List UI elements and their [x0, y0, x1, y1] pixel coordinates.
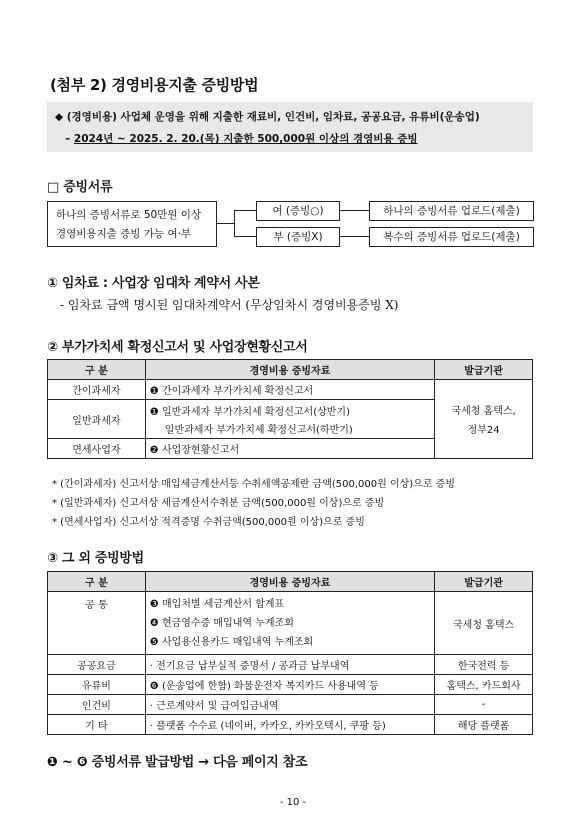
row-type: 기 타: [48, 715, 146, 735]
row-type: 일반과세자: [48, 400, 146, 439]
connector-line: [234, 210, 235, 236]
row-doc: ❸ 매입처별 세금계산서 합계표 ❹ 현금영수증 매입내역 누계조회 ❺ 사업용신용카드 매입내역 누계조회: [145, 592, 434, 655]
row-type: 공 통: [48, 592, 146, 655]
summary-box: [47, 102, 533, 152]
table-header-row: [48, 360, 533, 380]
connector-line: [234, 236, 256, 237]
summary-line-1: ◆ (경영비용) 사업체 운영을 위해 지출한 재료비, 인건비, 임차료, 공공요금, 유류비(운송업): [55, 111, 480, 123]
page-number: - 10 -: [279, 797, 307, 808]
row-type: 인건비: [48, 695, 146, 715]
other-evidence-table: [47, 571, 533, 735]
decision-text-2: 경영비용지출 증빙 가능 여·부: [56, 228, 192, 240]
table-row: [48, 715, 533, 735]
connector-line: [339, 236, 369, 237]
col-header-type: 구 분: [48, 572, 146, 592]
row-type: 공공요금: [48, 655, 146, 675]
note-line: * (간이과세자) 신고서상 매입세금계산서등 수취세액공제란 금액(500,000원 이상)으로 증빙: [52, 479, 455, 490]
row-doc: ❶ 간이과세자 부가가치세 확정신고서: [145, 380, 434, 400]
col-header-doc: 경영비용 증빙자료: [145, 360, 434, 380]
section-2-heading: ② 부가가치세 확정신고서 및 사업장현황신고서: [47, 340, 308, 355]
table-row: [48, 380, 533, 400]
row-agency: 국세청 홈택스, 정부24: [435, 380, 533, 459]
summary-line-2: – 2024년 ~ 2025. 2. 20.(목) 지출한 500,000원 이상의 경영비용 증빙: [65, 133, 418, 145]
row-doc: · 전기요금 납부실적 증명서 / 공과금 납부내역: [145, 655, 434, 675]
connector-line: [339, 210, 369, 211]
table-row: [48, 655, 533, 675]
evidence-heading: □ 증빙서류: [47, 180, 113, 195]
row-agency: -: [435, 695, 533, 715]
row-agency: 한국전력 등: [435, 655, 533, 675]
row-doc: · 근로계약서 및 급여입금내역: [145, 695, 434, 715]
page-title: (첨부 2) 경영비용지출 증빙방법: [50, 76, 259, 94]
row-agency: 홈택스, 카드회사: [435, 675, 533, 695]
decision-text-1: 하나의 증빙서류로 50만원 이상: [56, 209, 202, 221]
row-doc: ❻ (운송업에 한함) 화물운전자 복지카드 사용내역 등: [145, 675, 434, 695]
connector-line: [234, 210, 256, 211]
col-header-type: 구 분: [48, 360, 146, 380]
yes-box: 여 (증빙○): [256, 201, 340, 221]
section-1-heading: ① 임차료 : 사업장 임대차 계약서 사본: [47, 276, 260, 291]
footer-note: ❶ ~ ❻ 증빙서류 발급방법 → 다음 페이지 참조: [47, 755, 308, 770]
no-box: 부 (증빙X): [256, 227, 340, 247]
section-1-subtext: - 임차료 금액 명시된 임대차계약서 (무상임차시 경영비용증빙 X): [60, 298, 399, 312]
table-header-row: [48, 572, 533, 592]
section-3-heading: ③ 그 외 증빙방법: [47, 551, 144, 566]
row-type: 면세사업자: [48, 439, 146, 459]
yes-result-box: 하나의 증빙서류 업로드(제출): [369, 201, 534, 221]
row-doc: ❶ 일반과세자 부가가치세 확정신고서(상반기) 일반과세자 부가가치세 확정신고서(하반기): [145, 400, 434, 439]
row-type: 간이과세자: [48, 380, 146, 400]
tax-report-table: [47, 359, 533, 459]
row-type: 유류비: [48, 675, 146, 695]
connector-line: [216, 223, 234, 224]
decision-box: [47, 201, 217, 247]
row-agency: 국세청 홈택스: [435, 592, 533, 655]
col-header-agency: 발급기관: [435, 360, 533, 380]
table-row: [48, 695, 533, 715]
row-doc: · 플랫폼 수수료 (네이버, 카카오, 카카오택시, 쿠팡 등): [145, 715, 434, 735]
row-agency: 해당 플랫폼: [435, 715, 533, 735]
table-row: [48, 592, 533, 655]
note-line: * (일반과세자) 신고서상 세금계산서수취분 금액(500,000원 이상)으로 증빙: [52, 498, 385, 509]
row-doc: ❷ 사업장현황신고서: [145, 439, 434, 459]
col-header-agency: 발급기관: [435, 572, 533, 592]
no-result-box: 복수의 증빙서류 업로드(제출): [369, 227, 534, 247]
note-line: * (면세사업자) 신고서상 적격증명 수취금액(500,000원 이상)으로 증빙: [52, 517, 365, 528]
col-header-doc: 경영비용 증빙자료: [145, 572, 434, 592]
table-row: [48, 675, 533, 695]
